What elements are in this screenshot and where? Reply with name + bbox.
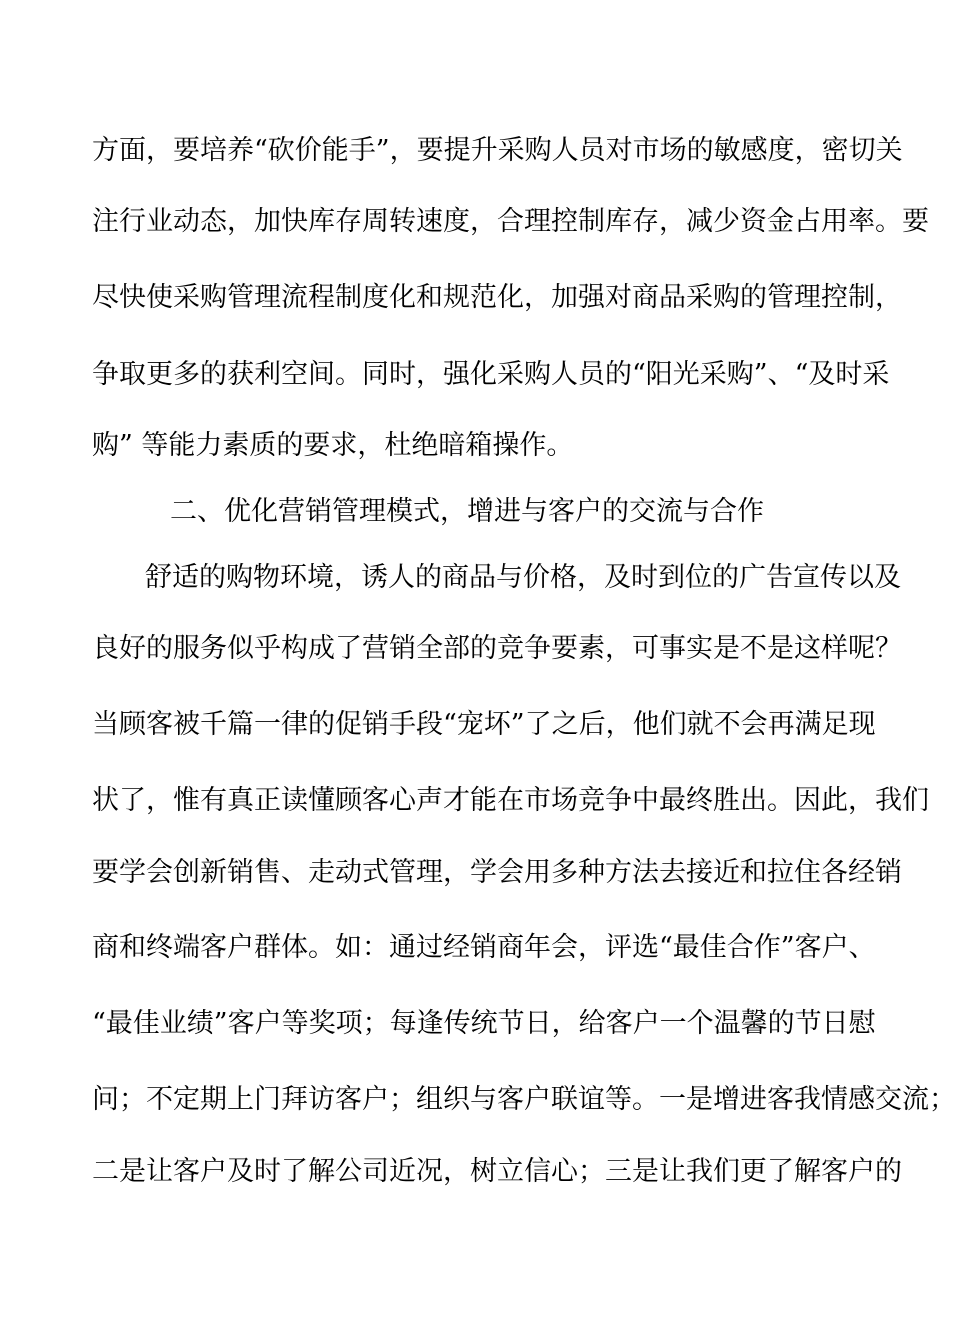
section-heading: 二、优化营销管理模式，增进与客户的交流与合作 — [170, 496, 764, 527]
paragraph-line-4: 争取更多的获利空间。同时，强化采购人员的“阳光采购”、“及时采 — [92, 359, 890, 390]
paragraph-line-1: 方面，要培养“砍价能手”，要提升采购人员对市场的敏感度，密切关 — [92, 135, 903, 166]
paragraph-line-14: 二是让客户及时了解公司近况，树立信心；三是让我们更了解客户的 — [92, 1156, 902, 1187]
paragraph-line-11: 商和终端客户群体。如：通过经销商年会，评选“最佳合作”客户、 — [92, 932, 876, 963]
paragraph-line-3: 尽快使采购管理流程制度化和规范化，加强对商品采购的管理控制， — [92, 282, 902, 313]
paragraph-line-10: 要学会创新销售、走动式管理，学会用多种方法去接近和拉住各经销 — [92, 857, 902, 888]
paragraph-line-6: 舒适的购物环境，诱人的商品与价格，及时到位的广告宣传以及 — [145, 562, 901, 593]
paragraph-line-9: 状了，惟有真正读懂顾客心声才能在市场竞争中最终胜出。因此，我们 — [92, 785, 929, 816]
paragraph-line-13: 问；不定期上门拜访客户；组织与客户联谊等。一是增进客我情感交流； — [92, 1084, 956, 1115]
paragraph-line-5: 购” 等能力素质的要求，杜绝暗箱操作。 — [92, 430, 574, 461]
paragraph-line-7: 良好的服务似乎构成了营销全部的竞争要素，可事实是不是这样呢？ — [92, 633, 902, 664]
paragraph-line-8: 当顾客被千篇一律的促销手段“宠坏”了之后，他们就不会再满足现 — [92, 709, 876, 740]
paragraph-line-2: 注行业动态，加快库存周转速度，合理控制库存，减少资金占用率。要 — [92, 206, 929, 237]
paragraph-line-12: “最佳业绩”客户等奖项；每逢传统节日，给客户一个温馨的节日慰 — [92, 1008, 876, 1039]
